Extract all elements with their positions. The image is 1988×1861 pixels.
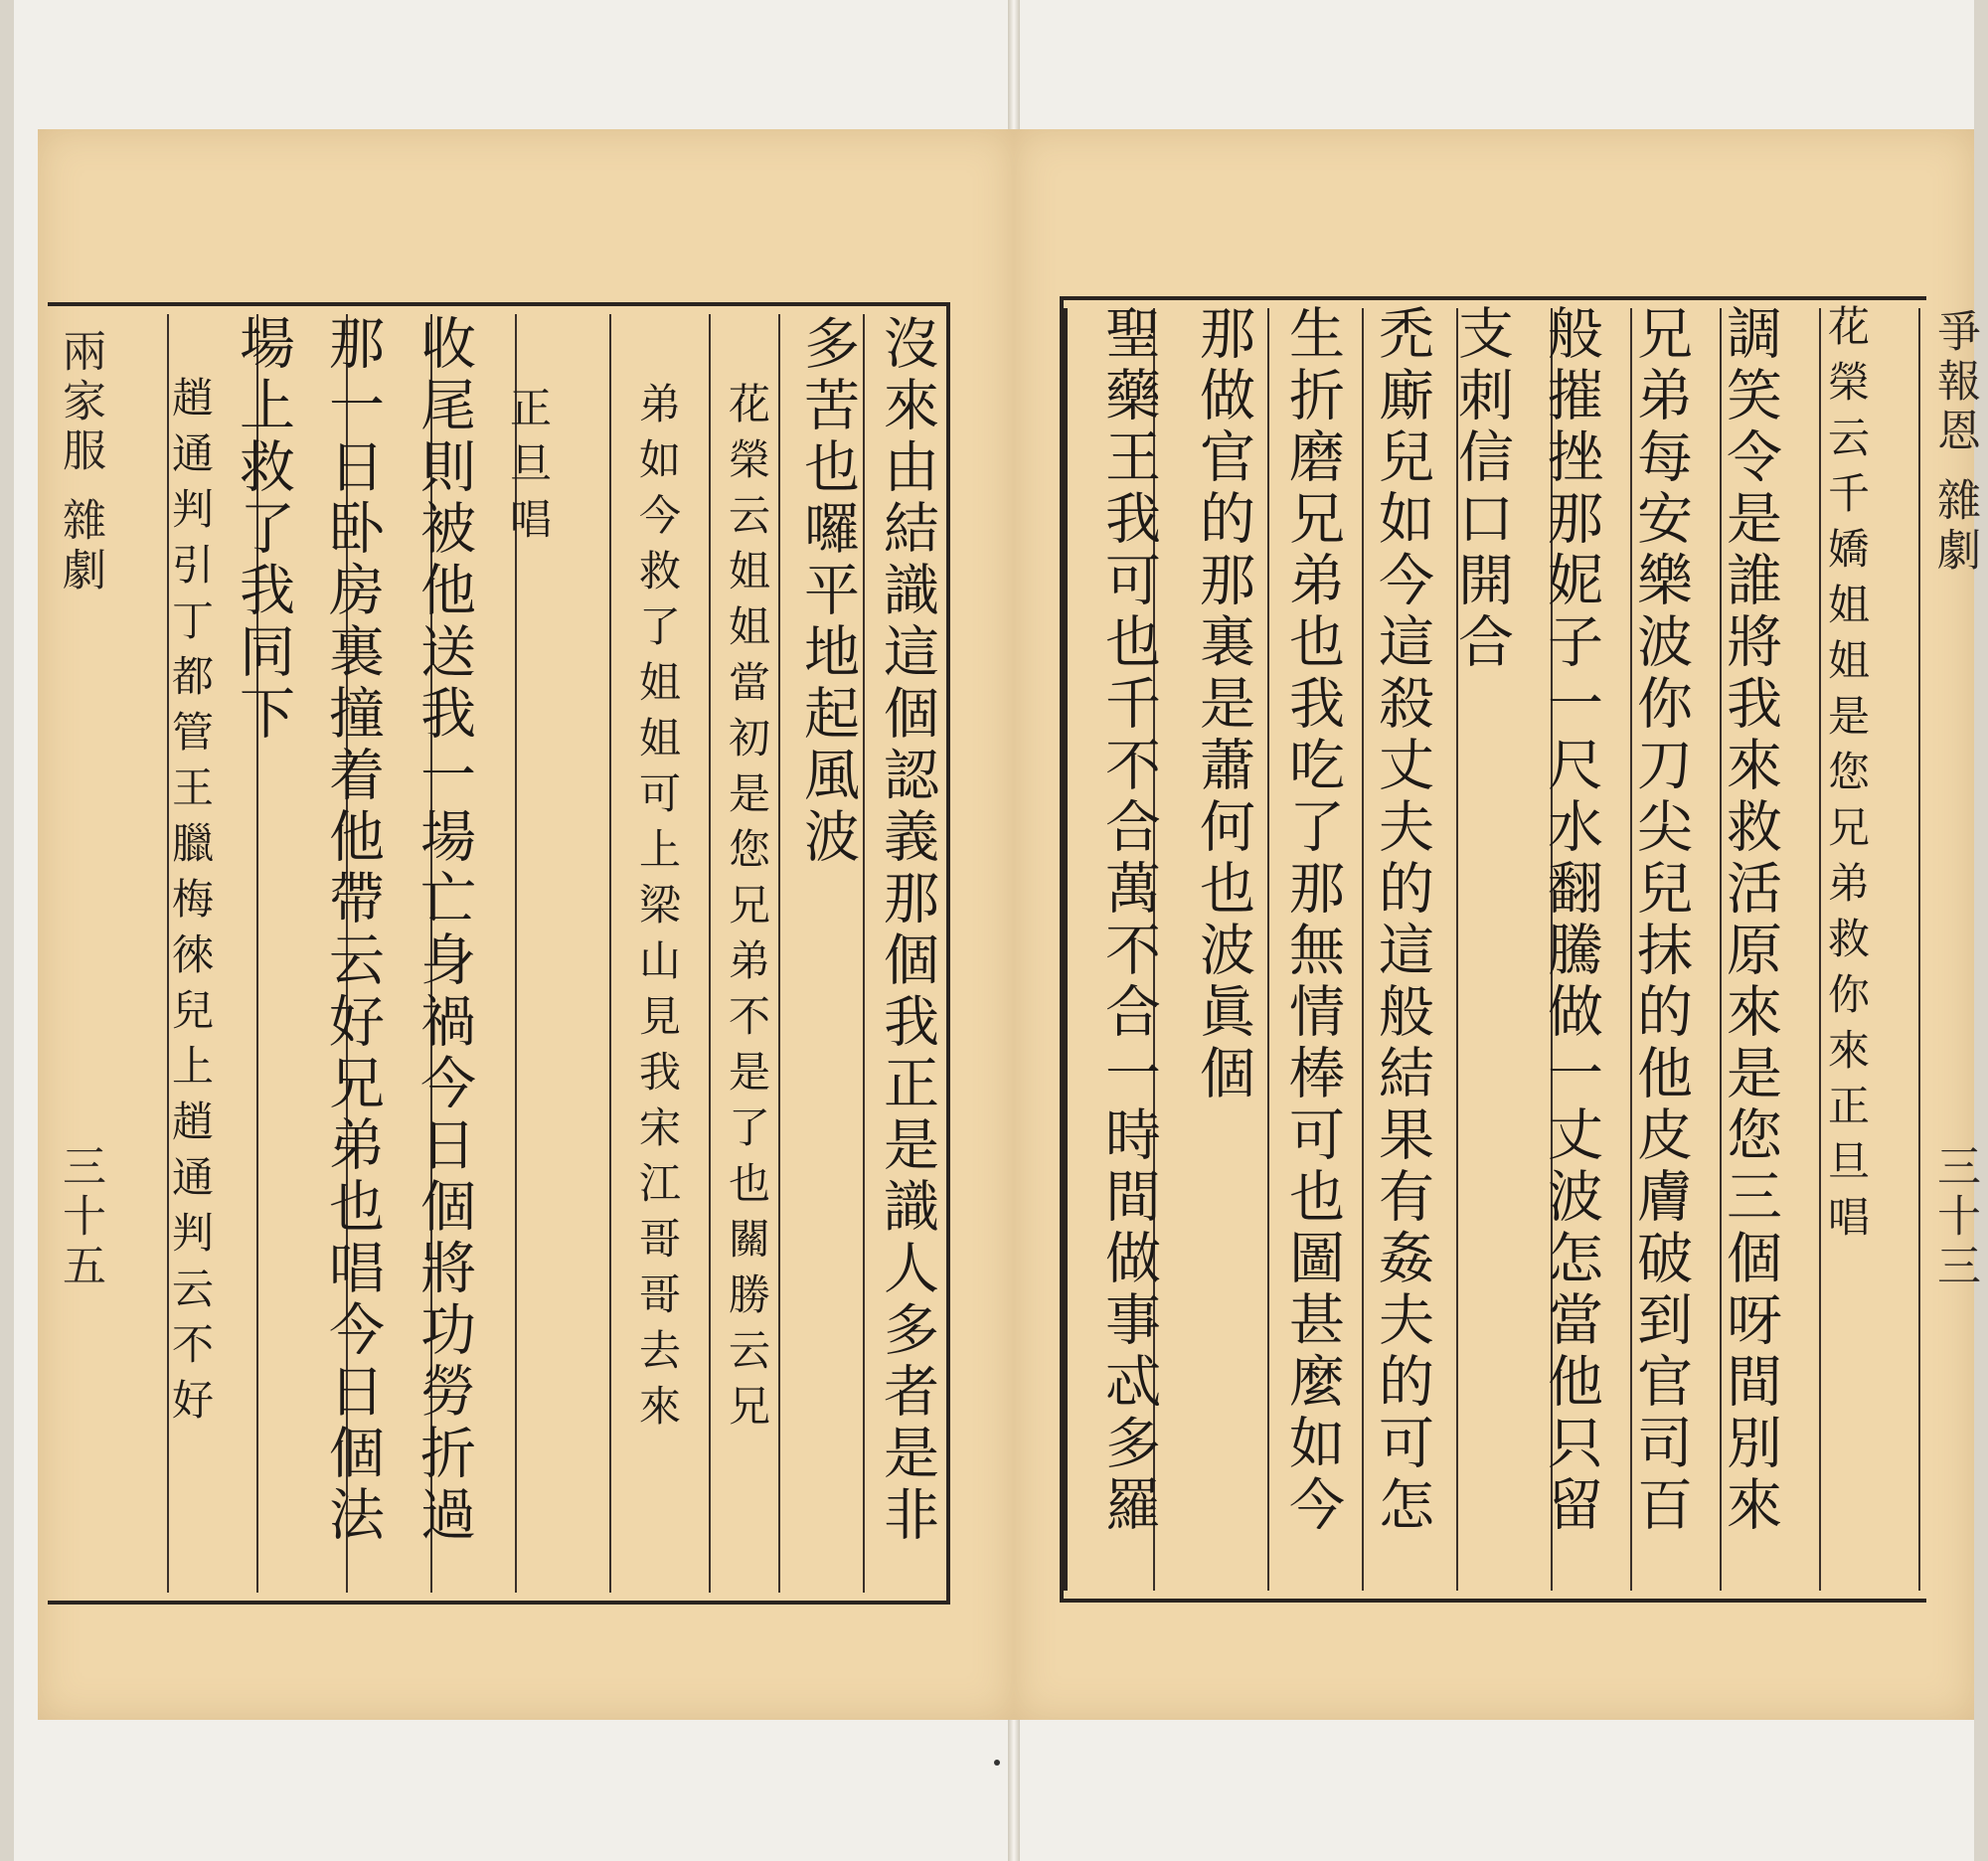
left-col-7: 那一日卧房裏撞着他帶云好兄弟也唱今日個法 [320,314,385,1547]
left-col-9: 趙通判引丁都管王臘梅徠兒上趙通判云不好 [166,376,215,1434]
page-dot [994,1760,1000,1766]
right-col-6: 生折磨兄弟也我吃了那無情棒可也圖甚麼如今 [1280,304,1345,1537]
left-page-frame [48,302,950,1605]
left-margin-title: 兩家服 雜劇 [55,328,105,596]
book-spread [14,0,1980,1861]
left-col-3: 花榮云姐姐當初是您兄弟不是了也關勝云兄 [723,382,771,1439]
left-col-6: 收尾則被他送我一場亡身禍今日個將功勞折過 [412,314,476,1547]
right-col-3: 般摧挫那妮子一尺水翻騰做一丈波怎當他只留 [1539,304,1603,1537]
right-outer-col-1: 花榮云千嬌姐姐是您兄弟救你來正旦唱 [1822,304,1871,1251]
right-page-frame [1060,296,1926,1603]
left-col-4: 弟如今救了姐姐可上梁山見我宋江哥哥去來 [633,382,682,1439]
right-col-7: 那做官的那裏是蕭何也波眞個 [1191,304,1255,1105]
right-col-8: 聖藥王我可也千不合萬不合一時間做事忒多羅 [1096,304,1161,1537]
left-col-1: 沒來由結識這個認義那個我正是識人多者是非 [875,314,939,1547]
right-col-1: 調笑令是誰將我來救活原來是您三個呀間別來 [1718,304,1782,1537]
left-col-2: 多苦也囉平地起風波 [795,314,860,869]
left-folio: 三十五 [55,1143,105,1292]
right-folio: 三十三 [1929,1143,1980,1292]
left-col-5: 正旦唱 [504,386,553,553]
right-col-2: 兄弟每安樂波你刀尖兒抹的他皮膚破到官司百 [1628,304,1693,1537]
left-col-8: 場上救了我同下 [231,314,295,746]
right-col-5: 禿廝兒如今這殺丈夫的這般結果有姦夫的可怎 [1370,304,1434,1537]
right-col-4: 支刺信口開合 [1449,304,1514,674]
right-margin-title: 爭報恩 雜劇 [1929,308,1980,577]
